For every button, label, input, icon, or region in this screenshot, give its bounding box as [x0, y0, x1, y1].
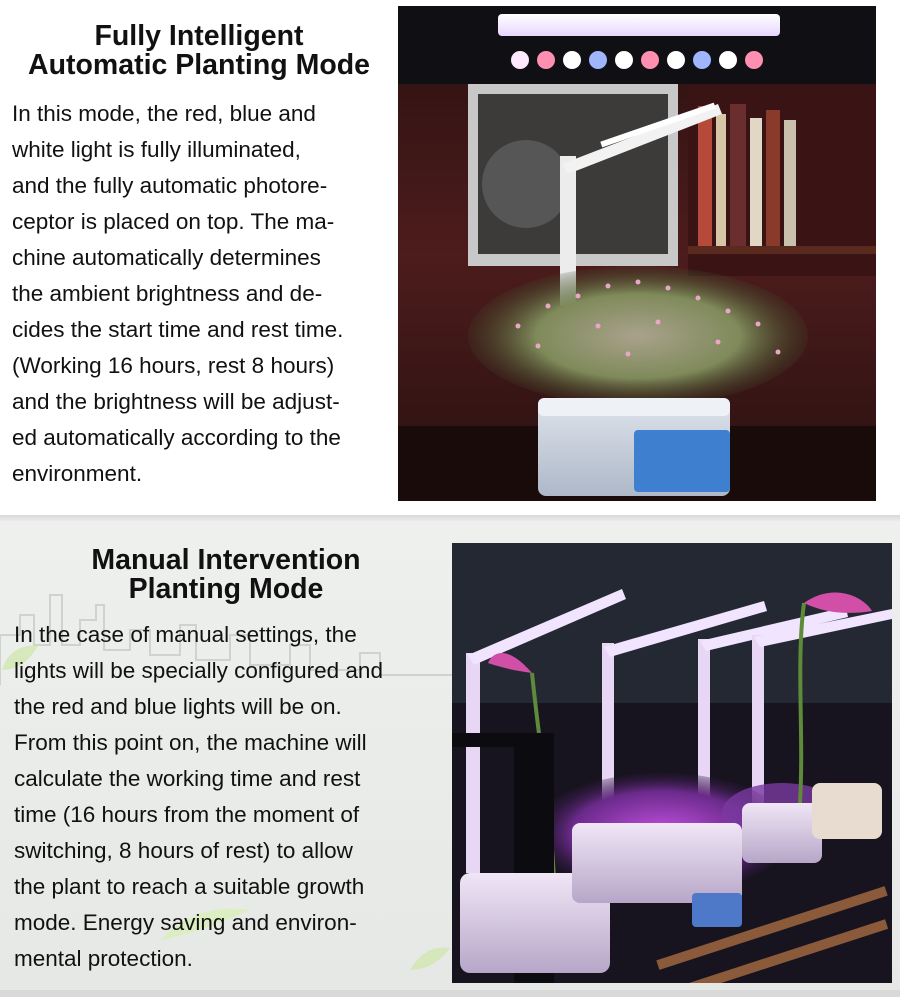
automatic-mode-title-line-2: Automatic Planting Mode: [28, 49, 370, 82]
automatic-mode-illustration: [398, 6, 876, 501]
automatic-mode-title-line-1: Fully Intelligent: [94, 20, 304, 52]
automatic-mode-title: [0, 22, 398, 81]
manual-mode-illustration: [452, 543, 892, 983]
automatic-mode-description: In this mode, the red, blue and white light is fully illuminated, and the fully automatic photore- ceptor is placed on top. The ma- chine automatically determines the ambient brightness and de- cides the start time and rest time. (Working 16 hours, rest 8 hours) and the brightness will be adjust- ed automatically according to the environment.: [12, 101, 344, 486]
manual-mode-title-line-2: Planting Mode: [128, 573, 324, 606]
manual-mode-photo: [452, 543, 892, 983]
automatic-mode-photo: [398, 6, 876, 501]
manual-mode-title: [0, 546, 452, 605]
manual-mode-description: In the case of manual settings, the lights will be specially configured and the red and blue lights will be on. From this point on, the machine will calculate the working time and rest time (16 hours from the moment of switching, 8 hours of rest) to allow the plant to reach a suitable growth mode. Energy saving and environ- mental protection.: [14, 622, 383, 971]
section-divider: [0, 515, 900, 523]
manual-mode-title-line-1: Manual Intervention: [91, 544, 361, 576]
bottom-border: [0, 990, 900, 997]
